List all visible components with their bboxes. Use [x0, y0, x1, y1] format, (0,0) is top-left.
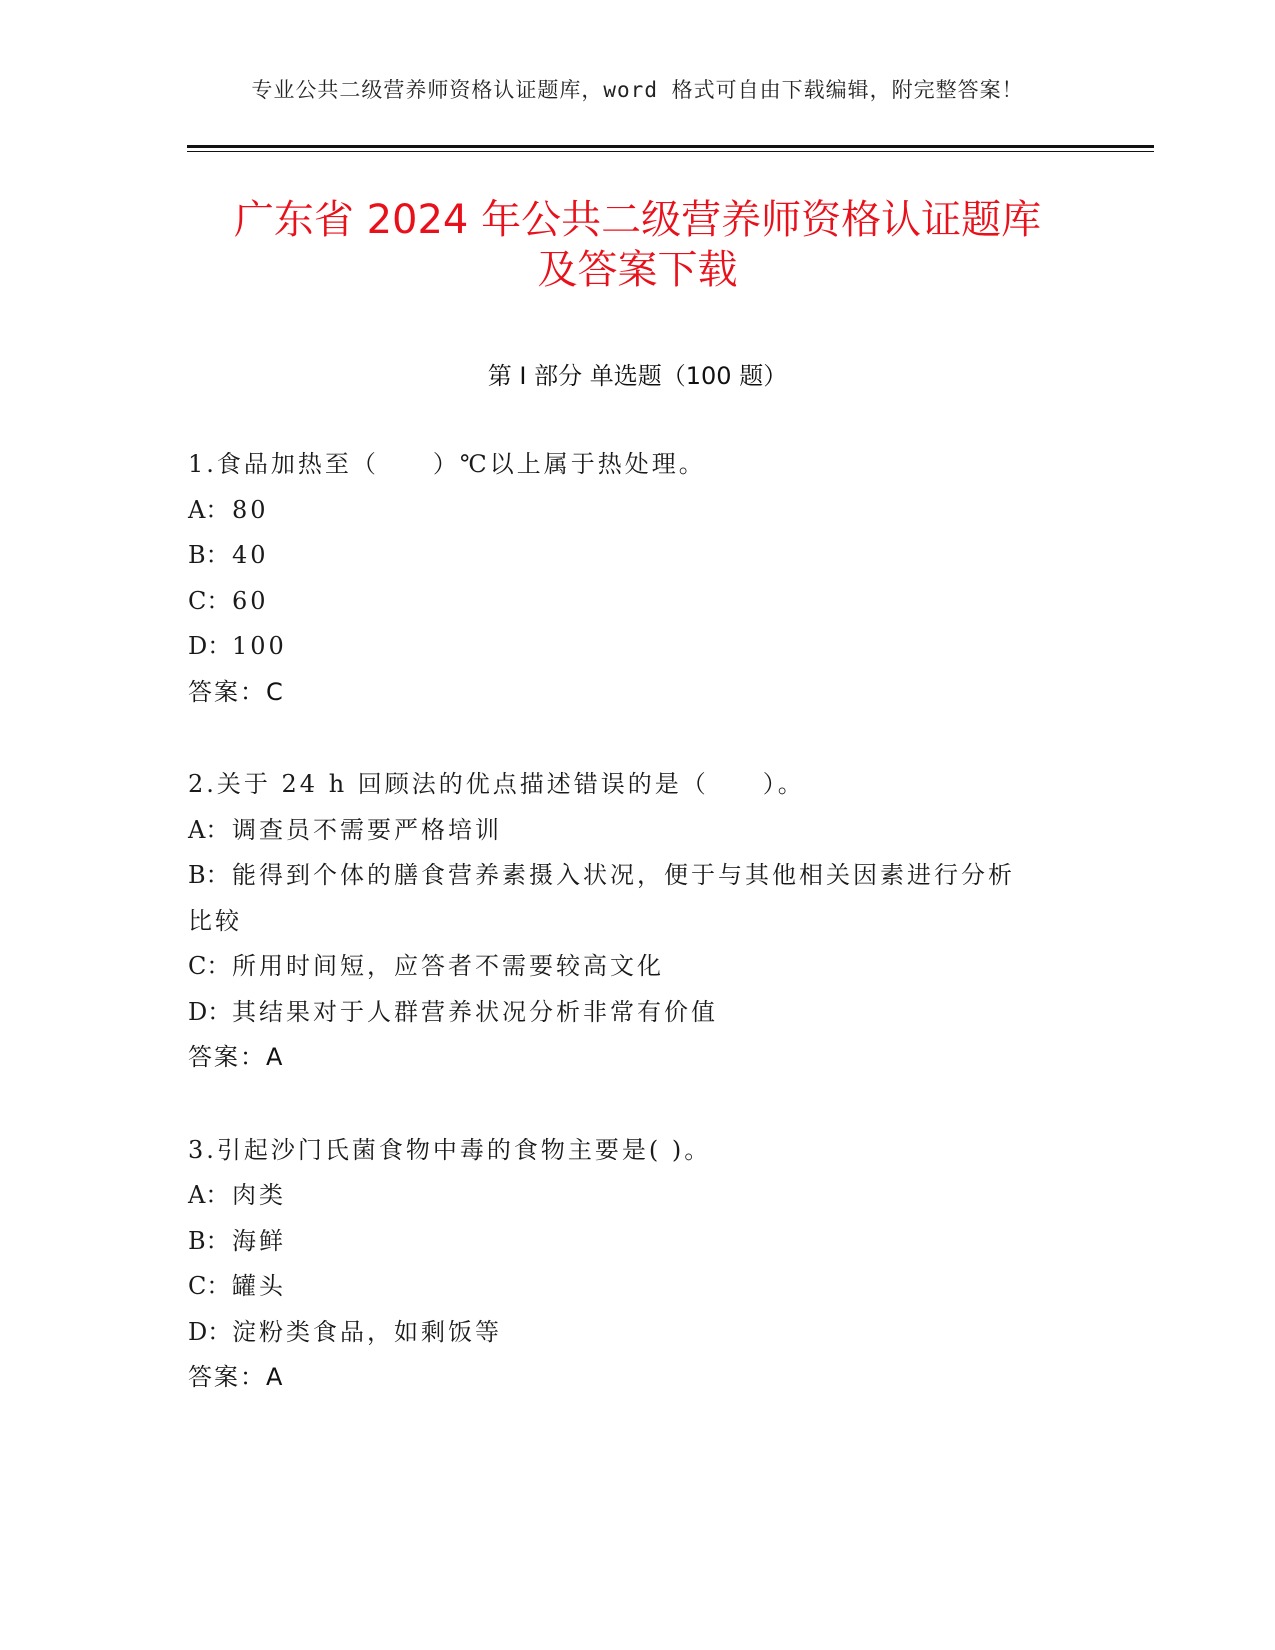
section-title: 第 I 部分 单选题（100 题）: [487, 362, 788, 390]
option-label: C：: [188, 952, 231, 980]
option-text: 罐头: [232, 1272, 286, 1300]
option-label: B：: [188, 861, 230, 889]
option-text: 40: [232, 541, 269, 569]
option-a: [188, 1173, 1088, 1219]
option-b-continuation: 比较: [188, 906, 242, 935]
option-text: 100: [232, 632, 287, 660]
document-title-line1: 广东省 2024 年公共二级营养师资格认证题库: [233, 197, 1042, 243]
option-text: 能得到个体的膳食营养素摄入状况，便于与其他相关因素进行分析: [232, 861, 1015, 889]
option-text: 80: [232, 495, 269, 524]
option-c: [188, 1264, 1088, 1310]
option-label: D：: [188, 632, 232, 660]
option-c: [188, 579, 1088, 625]
question-stem: 2.关于 24 h 回顾法的优点描述错误的是（ ）。: [188, 770, 805, 798]
option-label: B：: [188, 1226, 230, 1255]
question-3: [188, 1128, 1088, 1401]
option-text: 淀粉类食品，如剩饭等: [232, 1317, 502, 1346]
option-label: D：: [188, 997, 232, 1026]
option-text: 调查员不需要严格培训: [232, 815, 502, 844]
question-stem: 3.引起沙门氏菌食物中毒的食物主要是( )。: [188, 1135, 712, 1164]
answer: 答案：C: [188, 677, 285, 706]
option-label: B：: [188, 541, 230, 569]
question-2: [188, 762, 1088, 1081]
option-d: [188, 990, 1088, 1036]
document-title: [0, 195, 1275, 295]
header-note: 专业公共二级营养师资格认证题库，word 格式可自由下载编辑，附完整答案！: [251, 78, 1024, 102]
question-list: [188, 442, 1088, 1448]
option-text: 所用时间短，应答者不需要较高文化: [232, 952, 664, 980]
option-text: 海鲜: [232, 1226, 286, 1255]
option-b: [188, 853, 1088, 899]
option-label: A：: [188, 495, 230, 524]
header-rule-thick: [187, 145, 1154, 148]
option-text: 其结果对于人群营养状况分析非常有价值: [232, 997, 718, 1026]
option-label: D：: [188, 1317, 232, 1346]
question-stem: 1.食品加热至（ ）℃以上属于热处理。: [188, 450, 706, 478]
document-title-line2: 及答案下载: [537, 247, 738, 293]
option-text: 60: [232, 586, 269, 615]
header-rule-thin: [187, 151, 1154, 152]
option-a: [188, 488, 1088, 534]
answer: 答案：A: [188, 1043, 285, 1071]
option-text: 肉类: [232, 1181, 286, 1209]
option-label: A：: [188, 1181, 230, 1209]
question-1: [188, 442, 1088, 715]
option-label: C：: [188, 1272, 231, 1300]
option-label: C：: [188, 586, 231, 615]
option-d: [188, 624, 1088, 670]
option-b: [188, 533, 1088, 579]
option-c: [188, 944, 1088, 990]
option-a: [188, 808, 1088, 854]
answer: 答案：A: [188, 1363, 285, 1391]
option-b: [188, 1219, 1088, 1265]
option-label: A：: [188, 815, 230, 844]
option-d: [188, 1310, 1088, 1356]
